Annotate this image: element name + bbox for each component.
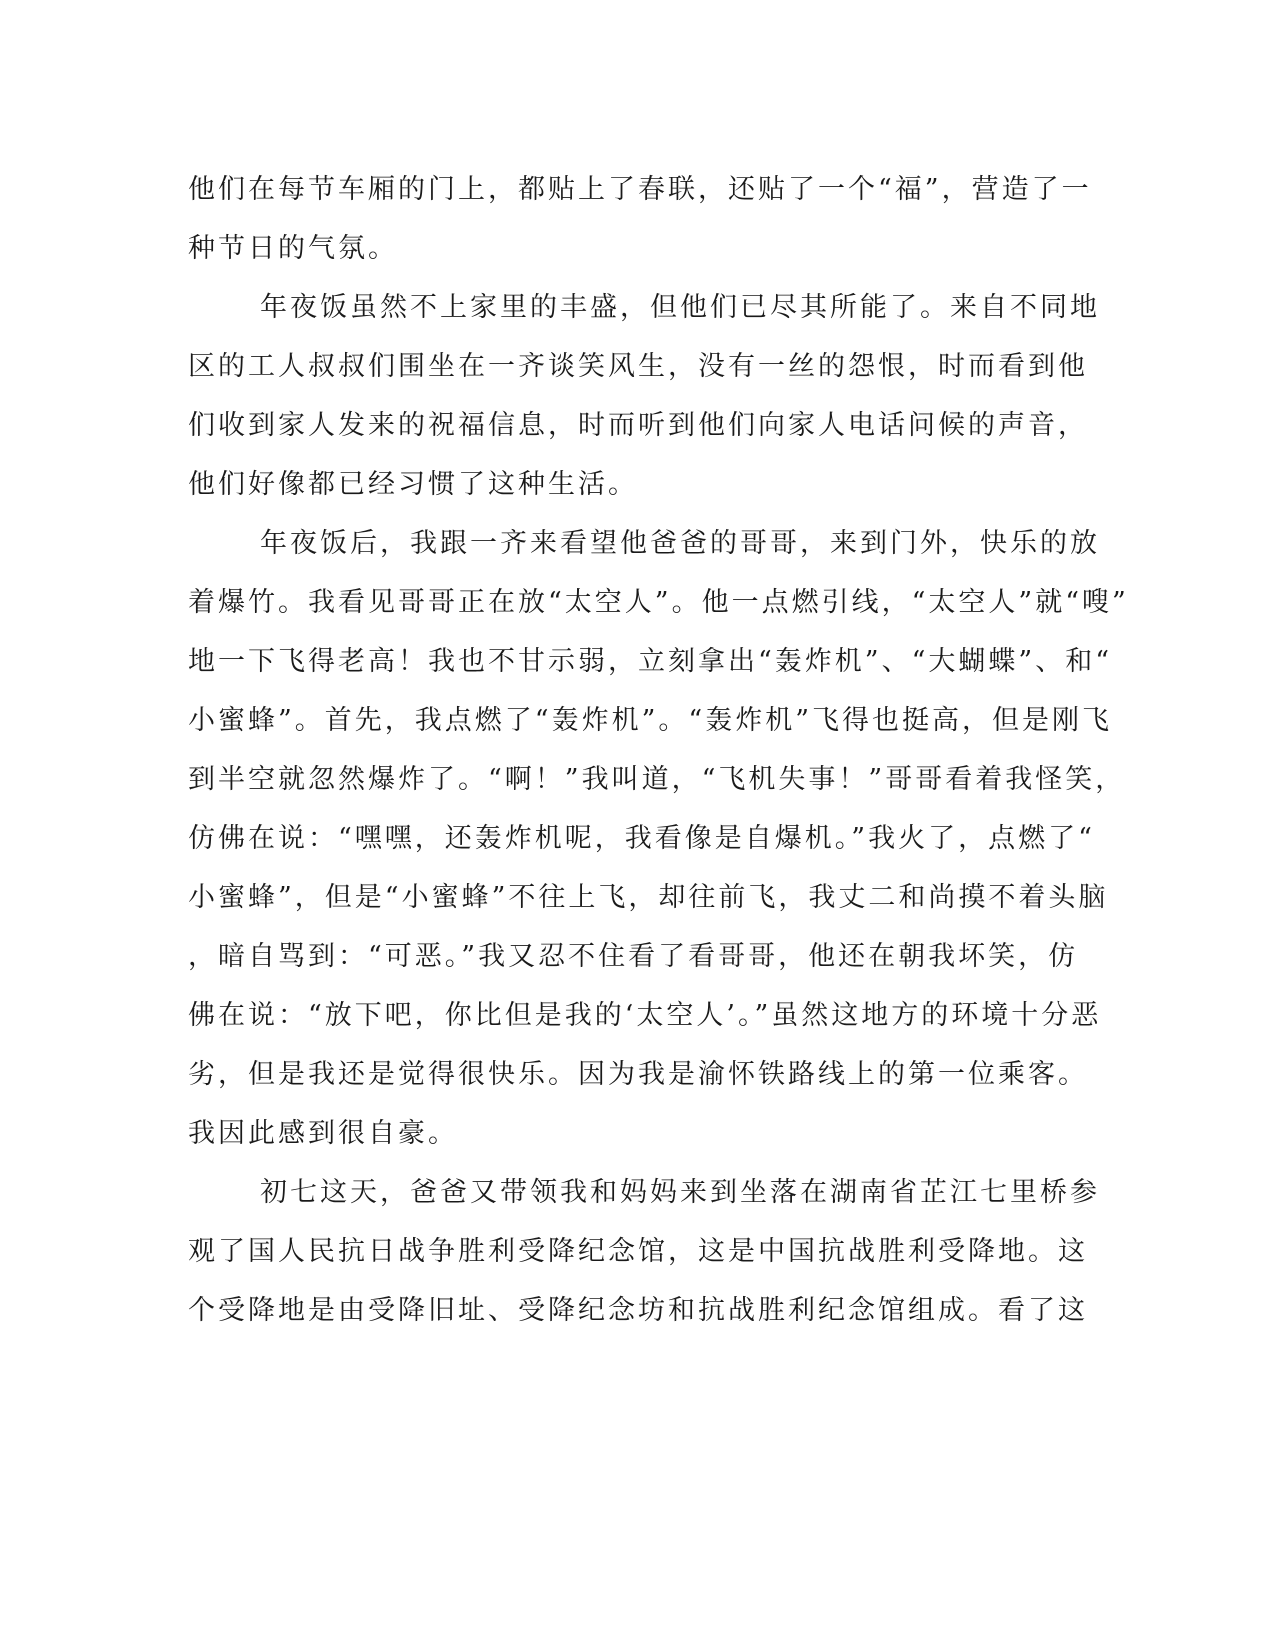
text-line: 地一下飞得老高！我也不甘示弱，立刻拿出“轰炸机”、“大蝴蝶”、和“ <box>188 646 1113 677</box>
text-line: ，暗自骂到：“可恶。”我又忍不住看了看哥哥，他还在朝我坏笑，仿 <box>188 941 1079 972</box>
text-line: 他们好像都已经习惯了这种生活。 <box>188 469 638 500</box>
text-line: 个受降地是由受降旧址、受降纪念坊和抗战胜利纪念馆组成。看了这 <box>188 1295 1088 1326</box>
text-line-paragraph-start: 年夜饭后，我跟一齐来看望他爸爸的哥哥，来到门外，快乐的放 <box>260 528 1100 559</box>
text-line: 观了国人民抗日战争胜利受降纪念馆，这是中国抗战胜利受降地。这 <box>188 1236 1088 1267</box>
body-text <box>188 160 1129 1340</box>
text-line: 小蜜蜂”，但是“小蜜蜂”不往上飞，却往前飞，我丈二和尚摸不着头脑 <box>188 882 1109 913</box>
text-line: 着爆竹。我看见哥哥正在放“太空人”。他一点燃引线，“太空人”就“嗖” <box>188 587 1129 618</box>
text-line: 仿佛在说：“嘿嘿，还轰炸机呢，我看像是自爆机。”我火了，点燃了“ <box>188 823 1095 854</box>
text-line: 到半空就忽然爆炸了。“啊！”我叫道，“飞机失事！”哥哥看着我怪笑， <box>188 764 1126 795</box>
text-line: 种节日的气氛。 <box>188 233 398 264</box>
text-line: 小蜜蜂”。首先，我点燃了“轰炸机”。“轰炸机”飞得也挺高，但是刚飞 <box>188 705 1113 736</box>
text-line: 他们在每节车厢的门上，都贴上了春联，还贴了一个“福”，营造了一 <box>188 174 1092 205</box>
text-line: 区的工人叔叔们围坐在一齐谈笑风生，没有一丝的怨恨，时而看到他 <box>188 351 1088 382</box>
text-line-paragraph-start: 年夜饭虽然不上家里的丰盛，但他们已尽其所能了。来自不同地 <box>260 292 1100 323</box>
text-line: 佛在说：“放下吧，你比但是我的‘太空人’。”虽然这地方的环境十分恶 <box>188 1000 1102 1031</box>
text-line: 我因此感到很自豪。 <box>188 1118 458 1149</box>
text-line-paragraph-start: 初七这天，爸爸又带领我和妈妈来到坐落在湖南省芷江七里桥参 <box>260 1177 1100 1208</box>
text-line: 劣，但是我还是觉得很快乐。因为我是渝怀铁路线上的第一位乘客。 <box>188 1059 1088 1090</box>
text-line: 们收到家人发来的祝福信息，时而听到他们向家人电话问候的声音， <box>188 410 1088 441</box>
